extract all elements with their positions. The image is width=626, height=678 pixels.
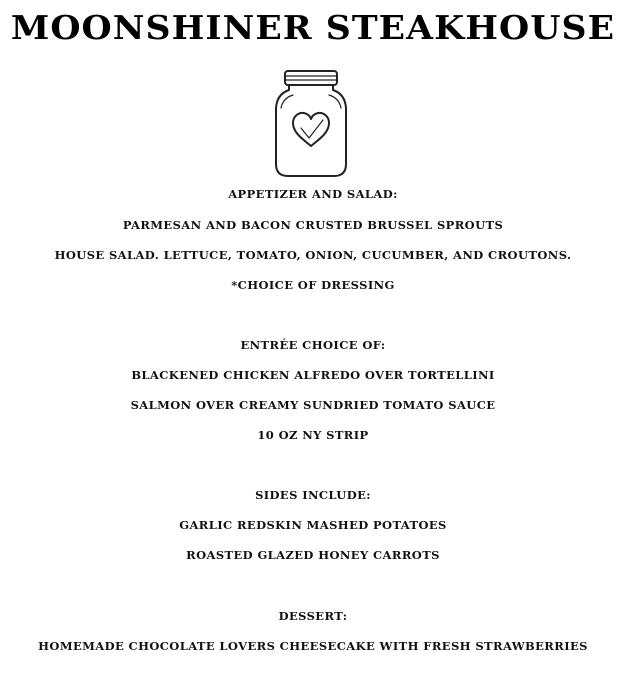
- sides-heading: SIDES INCLUDE:: [255, 488, 371, 502]
- menu-item: 10 OZ NY STRIP: [257, 428, 369, 442]
- menu-item: SALMON OVER CREAMY SUNDRIED TOMATO SAUCE: [130, 398, 496, 412]
- mason-jar-heart-icon: [271, 68, 351, 180]
- menu-item: ROASTED GLAZED HONEY CARROTS: [186, 548, 440, 562]
- dessert-heading: DESSERT:: [278, 609, 348, 623]
- entree-heading: ENTRÉE CHOICE OF:: [240, 338, 386, 352]
- menu-item: PARMESAN AND BACON CRUSTED BRUSSEL SPROUTS: [122, 218, 504, 232]
- menu-item: HOMEMADE CHOCOLATE LOVERS CHEESECAKE WITH FRESH STRAWBERRIES: [38, 639, 588, 653]
- menu-item: GARLIC REDSKIN MASHED POTATOES: [179, 518, 447, 532]
- menu-note: *CHOICE OF DRESSING: [231, 278, 395, 292]
- restaurant-title: MOONSHINER STEAKHOUSE: [10, 8, 616, 47]
- menu-item: HOUSE SALAD. LETTUCE, TOMATO, ONION, CUCUMBER, AND CROUTONS.: [54, 248, 572, 262]
- appetizer-heading: APPETIZER AND SALAD:: [228, 187, 398, 201]
- menu-item: BLACKENED CHICKEN ALFREDO OVER TORTELLINI: [131, 368, 495, 382]
